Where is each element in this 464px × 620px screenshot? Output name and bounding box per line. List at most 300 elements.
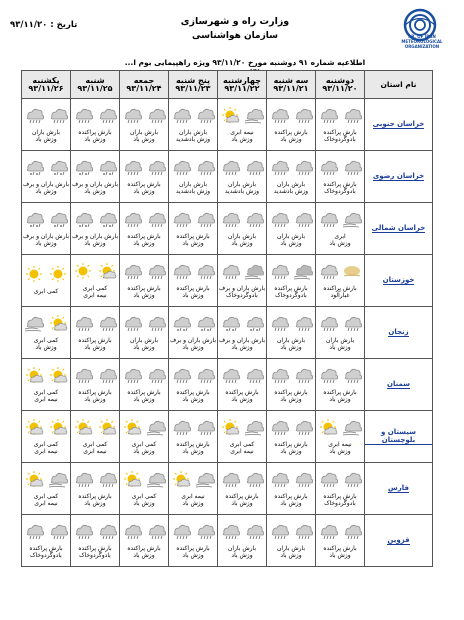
rain-cloud-icon	[269, 470, 289, 488]
day-header	[316, 71, 365, 99]
weather-icons	[71, 210, 119, 230]
weather-icons	[169, 366, 217, 386]
forecast-cell	[120, 515, 169, 567]
rain-cloud-icon	[244, 366, 264, 384]
weather-icons	[267, 314, 315, 334]
weather-icons	[218, 158, 266, 178]
weather-icons	[71, 314, 119, 334]
forecast-line-1: کمی ابری	[33, 388, 59, 396]
forecast-cell	[71, 203, 120, 255]
rain-cloud-icon	[269, 522, 289, 540]
dust-cloud-icon	[293, 262, 313, 280]
forecast-cell	[316, 411, 365, 463]
rain-cloud-icon	[195, 418, 215, 436]
forecast-cell	[218, 411, 267, 463]
partly-cloudy-icon	[220, 418, 240, 436]
forecast-line-2: وزش باد	[133, 396, 155, 403]
rain-cloud-icon	[24, 522, 44, 540]
rain-cloud-icon	[293, 522, 313, 540]
weather-icons	[218, 314, 266, 334]
weather-icons	[120, 366, 168, 386]
forecast-line-2: بادوگردوخاک	[30, 552, 62, 559]
weather-icons	[218, 106, 266, 126]
forecast-line-2: وزش باد	[182, 344, 204, 351]
forecast-line-2: وزش باد	[280, 552, 302, 559]
dust-cloud-icon	[244, 262, 264, 280]
rain-cloud-icon	[244, 470, 264, 488]
forecast-cell	[22, 411, 71, 463]
forecast-line-2: وزش باد	[133, 552, 155, 559]
province-name-cell	[365, 255, 433, 307]
day-header	[22, 71, 71, 99]
forecast-line-1: بارش پراکنده	[78, 128, 112, 136]
province-name-cell	[365, 307, 433, 359]
weather-icons	[267, 106, 315, 126]
forecast-cell	[316, 203, 365, 255]
rain-cloud-icon	[73, 470, 93, 488]
forecast-line-2: غبارآلود	[330, 292, 350, 299]
forecast-cell	[218, 99, 267, 151]
forecast-cell	[267, 307, 316, 359]
forecast-cell	[267, 463, 316, 515]
day-name: شنبه	[85, 75, 105, 85]
province-name: خراسان رضوی	[372, 172, 425, 180]
forecast-cell	[22, 203, 71, 255]
rain-cloud-icon	[146, 262, 166, 280]
day-name: سه شنبه	[273, 75, 309, 85]
forecast-line-2: وزش باد	[280, 448, 302, 455]
partly-cloudy-icon	[24, 418, 44, 436]
weather-icons	[169, 158, 217, 178]
rain-cloud-icon	[269, 210, 289, 228]
forecast-cell	[22, 307, 71, 359]
weather-icons	[218, 522, 266, 542]
partly-cloudy-icon	[318, 418, 338, 436]
forecast-cell	[120, 307, 169, 359]
province-name: سمنان	[386, 380, 411, 388]
province-name-cell	[365, 99, 433, 151]
weather-icons	[267, 470, 315, 490]
day-name: یکشنبه	[32, 75, 60, 85]
wind-cloud-icon	[146, 470, 166, 488]
rain-cloud-icon	[73, 366, 93, 384]
snow-rain-cloud-icon	[97, 210, 117, 228]
forecast-line-1: بارش پراکنده	[274, 284, 308, 292]
forecast-line-2: نیمه ابری	[83, 448, 107, 455]
rain-cloud-icon	[195, 106, 215, 124]
table-row	[22, 359, 433, 411]
forecast-line-1: بارش پراکنده	[274, 388, 308, 396]
forecast-line-1: نیمه ابری	[181, 492, 205, 500]
snow-rain-cloud-icon	[24, 210, 44, 228]
forecast-cell	[71, 411, 120, 463]
weather-icons	[316, 106, 364, 126]
snow-rain-cloud-icon	[171, 314, 191, 332]
weather-icons	[316, 158, 364, 178]
weather-icons	[316, 366, 364, 386]
table-row	[22, 307, 433, 359]
forecast-line-2: وزش باد	[133, 188, 155, 195]
province-name: خوزستان	[382, 276, 415, 284]
forecast-line-1: بارش باران	[276, 544, 306, 552]
forecast-line-1: بارش پراکنده	[78, 544, 112, 552]
forecast-line-1: بارش پراکنده	[78, 492, 112, 500]
forecast-line-2: وزش باد	[182, 552, 204, 559]
sun-icon	[24, 265, 44, 283]
wind-cloud-icon	[146, 418, 166, 436]
weather-icons	[71, 470, 119, 490]
forecast-line-1: بارش پراکنده	[127, 544, 161, 552]
weather-icons	[267, 262, 315, 282]
weather-icons	[218, 418, 266, 438]
forecast-line-2: وزش باد	[182, 396, 204, 403]
forecast-line-2: وزش باد	[133, 448, 155, 455]
forecast-cell	[120, 463, 169, 515]
forecast-cell	[218, 463, 267, 515]
forecast-cell	[169, 255, 218, 307]
weather-icons	[120, 158, 168, 178]
sun-icon	[48, 265, 68, 283]
weather-icons	[120, 522, 168, 542]
rain-cloud-icon	[269, 314, 289, 332]
province-column-header: نام استان	[365, 71, 433, 99]
forecast-line-1: بارش باران	[178, 128, 208, 136]
forecast-line-1: نیمه ابری	[230, 128, 254, 136]
province-name: قزوین	[387, 536, 410, 544]
day-name: چهارشنبه	[223, 75, 261, 85]
weather-icons	[120, 314, 168, 334]
snow-rain-cloud-icon	[48, 158, 68, 176]
forecast-line-2: وزش باد	[133, 344, 155, 351]
rain-cloud-icon	[122, 522, 142, 540]
rain-cloud-icon	[122, 106, 142, 124]
weather-icons	[267, 418, 315, 438]
forecast-line-2: وزش باد	[329, 344, 351, 351]
forecast-cell	[169, 411, 218, 463]
forecast-line-2: بادوگردوخاک	[226, 292, 258, 299]
weather-icons	[316, 418, 364, 438]
logo-caption: I.R. OF IRAN METEOROLOGICAL ORGANIZATION	[401, 34, 443, 49]
forecast-line-1: بارش باران	[31, 128, 61, 136]
rain-cloud-icon	[171, 522, 191, 540]
weather-icons	[22, 265, 70, 285]
forecast-cell	[71, 307, 120, 359]
day-date: ۹۳/۱۱/۲۶	[28, 83, 64, 93]
forecast-cell	[120, 411, 169, 463]
rain-cloud-icon	[122, 210, 142, 228]
forecast-line-1: بارش پراکنده	[225, 388, 259, 396]
forecast-line-1: بارش پراکنده	[29, 544, 63, 552]
forecast-line-2: وزش باد	[280, 136, 302, 143]
forecast-line-1: کمی ابری	[229, 440, 255, 448]
weather-icons	[267, 158, 315, 178]
rain-cloud-icon	[122, 262, 142, 280]
rain-cloud-icon	[97, 470, 117, 488]
weather-icons	[267, 210, 315, 230]
forecast-line-1: بارش باران	[276, 232, 306, 240]
forecast-cell	[22, 463, 71, 515]
weather-icons	[71, 522, 119, 542]
rain-cloud-icon	[342, 158, 362, 176]
rain-cloud-icon	[195, 210, 215, 228]
forecast-line-1: کمی ابری	[33, 288, 59, 296]
rain-cloud-icon	[195, 158, 215, 176]
forecast-line-1: بارش باران	[276, 336, 306, 344]
province-name: خراسان جنوبی	[372, 120, 425, 128]
wind-cloud-icon	[342, 418, 362, 436]
forecast-line-1: بارش پراکنده	[127, 232, 161, 240]
day-header	[71, 71, 120, 99]
rain-cloud-icon	[171, 210, 191, 228]
forecast-line-2: وزش باد	[280, 240, 302, 247]
forecast-line-1: بارش باران و برف	[71, 180, 118, 188]
weather-icons	[169, 470, 217, 490]
weather-icons	[22, 522, 70, 542]
rain-cloud-icon	[171, 366, 191, 384]
rain-cloud-icon	[269, 106, 289, 124]
partly-cloudy-icon	[220, 106, 240, 124]
wind-cloud-icon	[244, 418, 264, 436]
forecast-line-1: بارش پراکنده	[323, 544, 357, 552]
day-name: پنج شنبه	[175, 75, 211, 85]
rain-cloud-icon	[73, 314, 93, 332]
rain-cloud-icon	[24, 106, 44, 124]
forecast-line-1: کمی ابری	[131, 492, 157, 500]
forecast-line-1: بارش باران و برف	[218, 336, 265, 344]
page-header	[0, 0, 464, 72]
forecast-line-2: وزش باد	[84, 188, 106, 195]
forecast-line-1: بارش پراکنده	[323, 128, 357, 136]
weather-icons	[22, 366, 70, 386]
forecast-line-2: وزش باد	[280, 396, 302, 403]
weather-icons	[120, 210, 168, 230]
forecast-line-2: وزش بادشدید	[273, 188, 309, 195]
forecast-line-2: وزش باد	[182, 500, 204, 507]
forecast-line-1: کمی ابری	[82, 284, 108, 292]
forecast-line-1: بارش باران و برف	[218, 284, 265, 292]
table-header-row	[22, 71, 433, 99]
rain-cloud-icon	[146, 210, 166, 228]
rain-cloud-icon	[146, 158, 166, 176]
rain-cloud-icon	[122, 314, 142, 332]
province-name: سیستان و بلوچستان	[365, 428, 432, 445]
snow-rain-cloud-icon	[24, 158, 44, 176]
forecast-line-2: وزش بادشدید	[224, 188, 260, 195]
snow-rain-cloud-icon	[220, 314, 240, 332]
forecast-line-1: بارش باران	[129, 336, 159, 344]
forecast-line-2: وزش باد	[329, 240, 351, 247]
weather-icons	[169, 106, 217, 126]
table-row	[22, 203, 433, 255]
forecast-line-1: بارش باران	[178, 180, 208, 188]
snow-rain-cloud-icon	[195, 314, 215, 332]
forecast-cell	[169, 99, 218, 151]
forecast-line-1: بارش پراکنده	[78, 336, 112, 344]
forecast-line-1: بارش باران و برف	[22, 232, 69, 240]
day-header	[120, 71, 169, 99]
rain-cloud-icon	[97, 106, 117, 124]
forecast-line-1: کمی ابری	[33, 440, 59, 448]
forecast-cell	[218, 515, 267, 567]
forecast-line-1: بارش پراکنده	[225, 492, 259, 500]
forecast-line-1: بارش پراکنده	[176, 440, 210, 448]
organization-title: سازمان هواشناسی	[191, 31, 278, 41]
forecast-line-1: بارش پراکنده	[176, 544, 210, 552]
day-name: دوشنبه	[325, 75, 355, 85]
weather-icons	[22, 106, 70, 126]
wind-cloud-icon	[244, 106, 264, 124]
rain-cloud-icon	[146, 366, 166, 384]
forecast-line-2: بادوگردوخاک	[79, 552, 111, 559]
forecast-cell	[267, 515, 316, 567]
forecast-cell	[316, 99, 365, 151]
forecast-cell	[267, 99, 316, 151]
forecast-cell	[218, 359, 267, 411]
forecast-cell	[316, 515, 365, 567]
weather-icons	[316, 262, 364, 282]
table-row	[22, 151, 433, 203]
forecast-line-1: بارش باران	[129, 128, 159, 136]
forecast-cell	[169, 359, 218, 411]
forecast-line-2: بادوگردوخاک	[324, 188, 356, 195]
weather-icons	[120, 106, 168, 126]
forecast-cell	[316, 151, 365, 203]
rain-cloud-icon	[293, 314, 313, 332]
forecast-line-2: وزش باد	[84, 136, 106, 143]
rain-cloud-icon	[171, 106, 191, 124]
weather-icons	[316, 470, 364, 490]
forecast-cell	[267, 151, 316, 203]
forecast-line-2: نیمه ابری	[34, 396, 58, 403]
forecast-line-1: بارش پراکنده	[127, 180, 161, 188]
rain-cloud-icon	[220, 210, 240, 228]
forecast-line-2: وزش باد	[329, 552, 351, 559]
rain-cloud-icon	[220, 262, 240, 280]
day-header	[267, 71, 316, 99]
rain-cloud-icon	[293, 210, 313, 228]
rain-cloud-icon	[318, 366, 338, 384]
forecast-line-2: وزش باد	[182, 240, 204, 247]
forecast-cell	[71, 463, 120, 515]
forecast-line-2: نیمه ابری	[83, 292, 107, 299]
day-date: ۹۳/۱۱/۲۳	[175, 83, 211, 93]
rain-cloud-icon	[97, 314, 117, 332]
partly-cloudy-icon	[97, 418, 117, 436]
weather-icons	[71, 262, 119, 282]
day-date: ۹۳/۱۱/۲۰	[322, 83, 358, 93]
wind-cloud-icon	[48, 470, 68, 488]
weather-icons	[169, 418, 217, 438]
partly-cloudy-icon	[97, 262, 117, 280]
forecast-line-1: بارش پراکنده	[127, 284, 161, 292]
forecast-line-1: بارش پراکنده	[323, 492, 357, 500]
forecast-line-2: وزش باد	[329, 396, 351, 403]
weather-icons	[218, 210, 266, 230]
forecast-cell	[169, 203, 218, 255]
forecast-line-1: بارش باران و برف	[71, 232, 118, 240]
forecast-line-1: بارش باران و برف	[22, 180, 69, 188]
rain-cloud-icon	[73, 106, 93, 124]
rain-cloud-icon	[318, 470, 338, 488]
forecast-line-1: بارش پراکنده	[78, 388, 112, 396]
forecast-cell	[169, 463, 218, 515]
forecast-line-2: بادوگردوخاک	[324, 136, 356, 143]
weather-icons	[218, 366, 266, 386]
rain-cloud-icon	[220, 366, 240, 384]
day-date: ۹۳/۱۱/۲۲	[224, 83, 260, 93]
weather-icons	[22, 314, 70, 334]
table-row	[22, 463, 433, 515]
forecast-cell	[71, 99, 120, 151]
wind-cloud-icon	[342, 210, 362, 228]
forecast-line-1: بارش پراکنده	[274, 128, 308, 136]
rain-cloud-icon	[293, 106, 313, 124]
weather-icons	[22, 158, 70, 178]
rain-cloud-icon	[97, 522, 117, 540]
province-name-cell	[365, 151, 433, 203]
forecast-cell	[22, 151, 71, 203]
forecast-line-1: کمی ابری	[33, 336, 59, 344]
day-date: ۹۳/۱۱/۲۱	[273, 83, 309, 93]
forecast-line-1: بارش باران و برف	[169, 336, 216, 344]
rain-cloud-icon	[171, 158, 191, 176]
rain-cloud-icon	[318, 314, 338, 332]
forecast-cell	[169, 515, 218, 567]
forecast-line-2: وزش باد	[231, 344, 253, 351]
forecast-line-1: بارش باران	[325, 336, 355, 344]
partly-cloudy-icon	[171, 470, 191, 488]
report-date: تاریخ : ۹۳/۱۱/۲۰	[10, 20, 78, 30]
forecast-line-2: وزش باد	[231, 136, 253, 143]
weather-icons	[316, 314, 364, 334]
province-name-cell	[365, 515, 433, 567]
rain-cloud-icon	[48, 106, 68, 124]
rain-cloud-icon	[244, 158, 264, 176]
rain-cloud-icon	[122, 366, 142, 384]
table-row	[22, 99, 433, 151]
forecast-line-2: نیمه ابری	[34, 500, 58, 507]
forecast-cell	[218, 203, 267, 255]
ministry-title: وزارت راه و شهرسازی	[180, 16, 290, 27]
forecast-cell	[22, 255, 71, 307]
rain-cloud-icon	[122, 158, 142, 176]
forecast-line-1: کمی ابری	[131, 440, 157, 448]
forecast-line-1: بارش پراکنده	[323, 388, 357, 396]
weather-icons	[316, 522, 364, 542]
forecast-cell	[120, 359, 169, 411]
forecast-line-2: بادوگردوخاک	[324, 500, 356, 507]
province-name-cell	[365, 463, 433, 515]
forecast-line-2: وزش باد	[280, 500, 302, 507]
rain-cloud-icon	[293, 470, 313, 488]
rain-cloud-icon	[318, 210, 338, 228]
province-name: خراسان شمالی	[371, 224, 426, 232]
forecast-line-2: وزش باد	[231, 500, 253, 507]
forecast-line-1: بارش باران	[227, 232, 257, 240]
partly-cloudy-icon	[48, 366, 68, 384]
forecast-line-1: کمی ابری	[33, 492, 59, 500]
weather-icons	[218, 262, 266, 282]
rain-cloud-icon	[171, 418, 191, 436]
weather-icons	[120, 262, 168, 282]
weather-icons	[22, 210, 70, 230]
forecast-line-2: وزش باد	[231, 552, 253, 559]
rain-cloud-icon	[269, 158, 289, 176]
forecast-line-2: وزش باد	[280, 344, 302, 351]
day-header	[169, 71, 218, 99]
forecast-line-1: بارش پراکنده	[127, 388, 161, 396]
rain-cloud-icon	[342, 522, 362, 540]
